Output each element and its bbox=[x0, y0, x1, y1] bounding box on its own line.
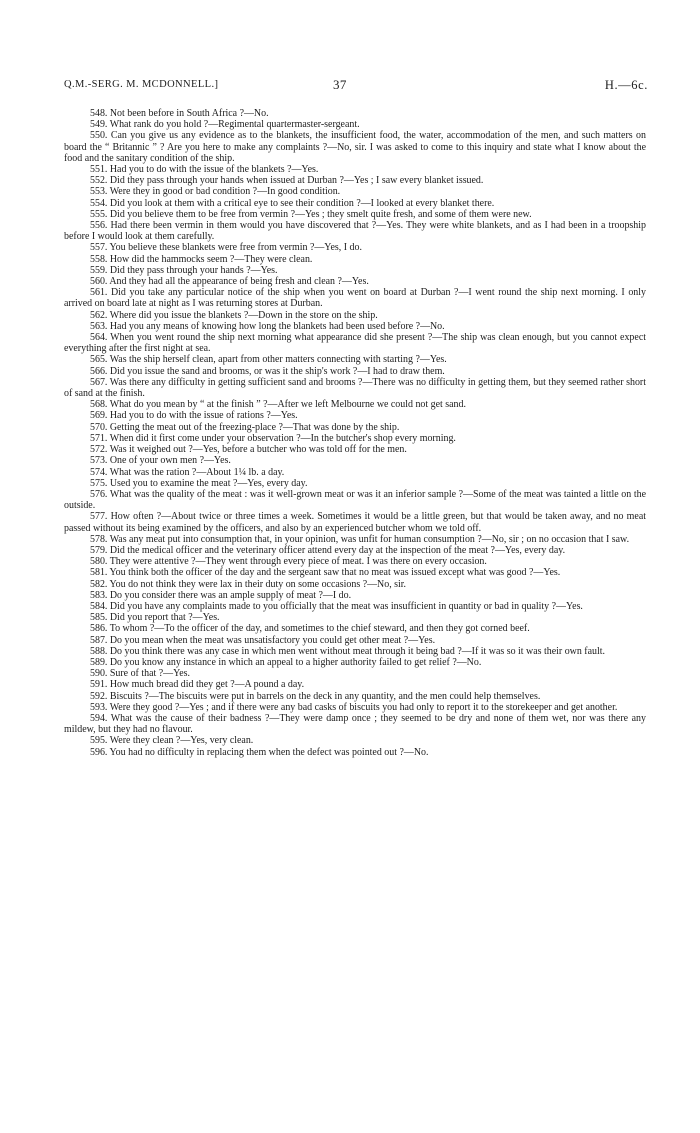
testimony-paragraph: 577. How often ?—About twice or three times a week. Sometimes it would be a little green, but that would be taken away, and no meat passed without its being examined by the officers, and also by an experienced butcher whom we told off. bbox=[64, 511, 646, 534]
testimony-paragraph: 571. When did it first come under your observation ?—In the butcher's shop every morning. bbox=[90, 432, 456, 444]
testimony-paragraph: 570. Getting the meat out of the freezing-place ?—That was done by the ship. bbox=[90, 421, 400, 433]
testimony-paragraph: 585. Did you report that ?—Yes. bbox=[90, 612, 220, 624]
testimony-paragraph: 596. You had no difficulty in replacing them when the defect was pointed out ?—No. bbox=[90, 746, 429, 758]
testimony-paragraph: 549. What rank do you hold ?—Regimental quartermaster-sergeant. bbox=[90, 119, 360, 131]
testimony-paragraph: 576. What was the quality of the meat : was it well-grown meat or was it an inferior sample ?—Some of the meat was tainted a little on the outside. bbox=[64, 488, 646, 512]
testimony-paragraph: 586. To whom ?—To the officer of the day, and sometimes to the chief steward, and then they got corned beef. bbox=[90, 623, 530, 635]
testimony-paragraph: 595. Were they clean ?—Yes, very clean. bbox=[90, 735, 254, 747]
testimony-paragraph: 579. Did the medical officer and the veterinary officer attend every day at the inspection of the meat ?—Yes, every day. bbox=[90, 544, 566, 556]
testimony-paragraph: 573. One of your own men ?—Yes. bbox=[90, 455, 231, 467]
testimony-paragraph: 554. Did you look at them with a critical eye to see their condition ?—I looked at every blanket there. bbox=[90, 197, 495, 209]
testimony-paragraph: 589. Do you know any instance in which an appeal to a higher authority failed to get relief ?—No. bbox=[90, 656, 482, 668]
testimony-paragraph: 553. Were they in good or bad condition ?—In good condition. bbox=[90, 186, 341, 198]
testimony-paragraph: 557. You believe these blankets were free from vermin ?—Yes, I do. bbox=[90, 242, 362, 254]
testimony-body bbox=[64, 108, 646, 758]
testimony-paragraph: 569. Had you to do with the issue of rations ?—Yes. bbox=[90, 410, 298, 422]
testimony-paragraph: 558. How did the hammocks seem ?—They were clean. bbox=[90, 253, 313, 265]
testimony-paragraph: 592. Biscuits ?—The biscuits were put in barrels on the deck in any quantity, and the men could help themselves. bbox=[90, 690, 541, 702]
testimony-paragraph: 575. Used you to examine the meat ?—Yes, every day. bbox=[90, 477, 308, 489]
testimony-paragraph: 583. Do you consider there was an ample supply of meat ?—I do. bbox=[90, 589, 352, 601]
testimony-paragraph: 591. How much bread did they get ?—A pound a day. bbox=[90, 679, 305, 691]
testimony-paragraph: 566. Did you issue the sand and brooms, or was it the ship's work ?—I had to draw them. bbox=[90, 365, 445, 377]
testimony-paragraph: 559. Did they pass through your hands ?—Yes. bbox=[90, 264, 278, 276]
testimony-paragraph: 556. Had there been vermin in them would you have discovered that ?—Yes. They were white blankets, and as I had been in a troopship before I would look at them carefully. bbox=[64, 220, 646, 243]
testimony-paragraph: 574. What was the ration ?—About 1¼ lb. a day. bbox=[90, 466, 285, 478]
testimony-paragraph: 581. You think both the officer of the day and the sergeant saw that no meat was issued except what was good ?—Yes. bbox=[90, 567, 561, 579]
testimony-paragraph: 563. Had you any means of knowing how long the blankets had been used before ?—No. bbox=[90, 320, 445, 332]
testimony-paragraph: 551. Had you to do with the issue of the blankets ?—Yes. bbox=[90, 164, 319, 176]
document-reference: H.—6c. bbox=[604, 78, 648, 92]
testimony-paragraph: 552. Did they pass through your hands when issued at Durban ?—Yes ; I saw every blanket issued. bbox=[90, 175, 484, 187]
testimony-paragraph: 588. Do you think there was any case in which men went without meat through it being bad ?—If it was so it was their own fault. bbox=[90, 645, 605, 657]
testimony-paragraph: 590. Sure of that ?—Yes. bbox=[90, 668, 191, 680]
testimony-paragraph: 555. Did you believe them to be free from vermin ?—Yes ; they smelt quite fresh, and some of them were new. bbox=[90, 208, 532, 220]
testimony-paragraph: 561. Did you take any particular notice of the ship when you went on board at Durban ?—I went round the ship next morning. I only arrived on board late at night as I was returning stores at Durban. bbox=[64, 287, 646, 310]
testimony-paragraph: 593. Were they good ?—Yes ; and if there were any bad casks of biscuits you had only to report it to the storekeeper and get another. bbox=[90, 701, 618, 713]
testimony-paragraph: 565. Was the ship herself clean, apart from other matters connecting with starting ?—Yes. bbox=[90, 354, 447, 366]
testimony-paragraph: 564. When you went round the ship next morning what appearance did she present ?—The ship was clean enough, but you cannot expect everything after the first night at sea. bbox=[64, 332, 646, 355]
page-number: 37 bbox=[333, 77, 347, 92]
testimony-paragraph: 572. Was it weighed out ?—Yes, before a butcher who was told off for the men. bbox=[90, 444, 407, 456]
testimony-paragraph: 550. Can you give us any evidence as to the blankets, the insufficient food, the water, accommodation of the men, and such matters on board the “ Britannic ” ? Are you here to make any complaints ?—No, sir. I was asked to come to this inquiry and state what I know about the food and the sanitary condition of the ship. bbox=[64, 130, 646, 164]
testimony-paragraph: 582. You do not think they were lax in their duty on some occasions ?—No, sir. bbox=[90, 578, 407, 590]
testimony-paragraph: 584. Did you have any complaints made to you officially that the meat was insufficient in quantity or bad in quality ?—Yes. bbox=[90, 600, 583, 612]
testimony-paragraph: 562. Where did you issue the blankets ?—Down in the store on the ship. bbox=[90, 309, 378, 321]
testimony-paragraph: 580. They were attentive ?—They went through every piece of meat. I was there on every occasion. bbox=[90, 556, 487, 568]
testimony-paragraph: 560. And they had all the appearance of being fresh and clean ?—Yes. bbox=[90, 276, 369, 288]
testimony-paragraph: 567. Was there any difficulty in getting sufficient sand and brooms ?—There was no difficulty in getting them, but they seemed rather short of sand at the finish. bbox=[64, 376, 646, 400]
testimony-paragraph: 594. What was the cause of their badness ?—They were damp once ; they seemed to be dry and none of them wet, nor was there any mildew, but they had no flavour. bbox=[64, 712, 646, 736]
testimony-paragraph: 548. Not been before in South Africa ?—No. bbox=[90, 108, 269, 119]
testimony-paragraph: 568. What do you mean by “ at the finish ” ?—After we left Melbourne we could not get sand. bbox=[90, 399, 466, 411]
running-header-name: Q.M.-SERG. M. MCDONNELL.] bbox=[64, 79, 219, 90]
testimony-paragraph: 587. Do you mean when the meat was unsatisfactory you could get other meat ?—Yes. bbox=[90, 634, 436, 646]
testimony-paragraph: 578. Was any meat put into consumption that, in your opinion, was unfit for human consumption ?—No, sir ; on no occasion that I saw. bbox=[90, 533, 630, 545]
